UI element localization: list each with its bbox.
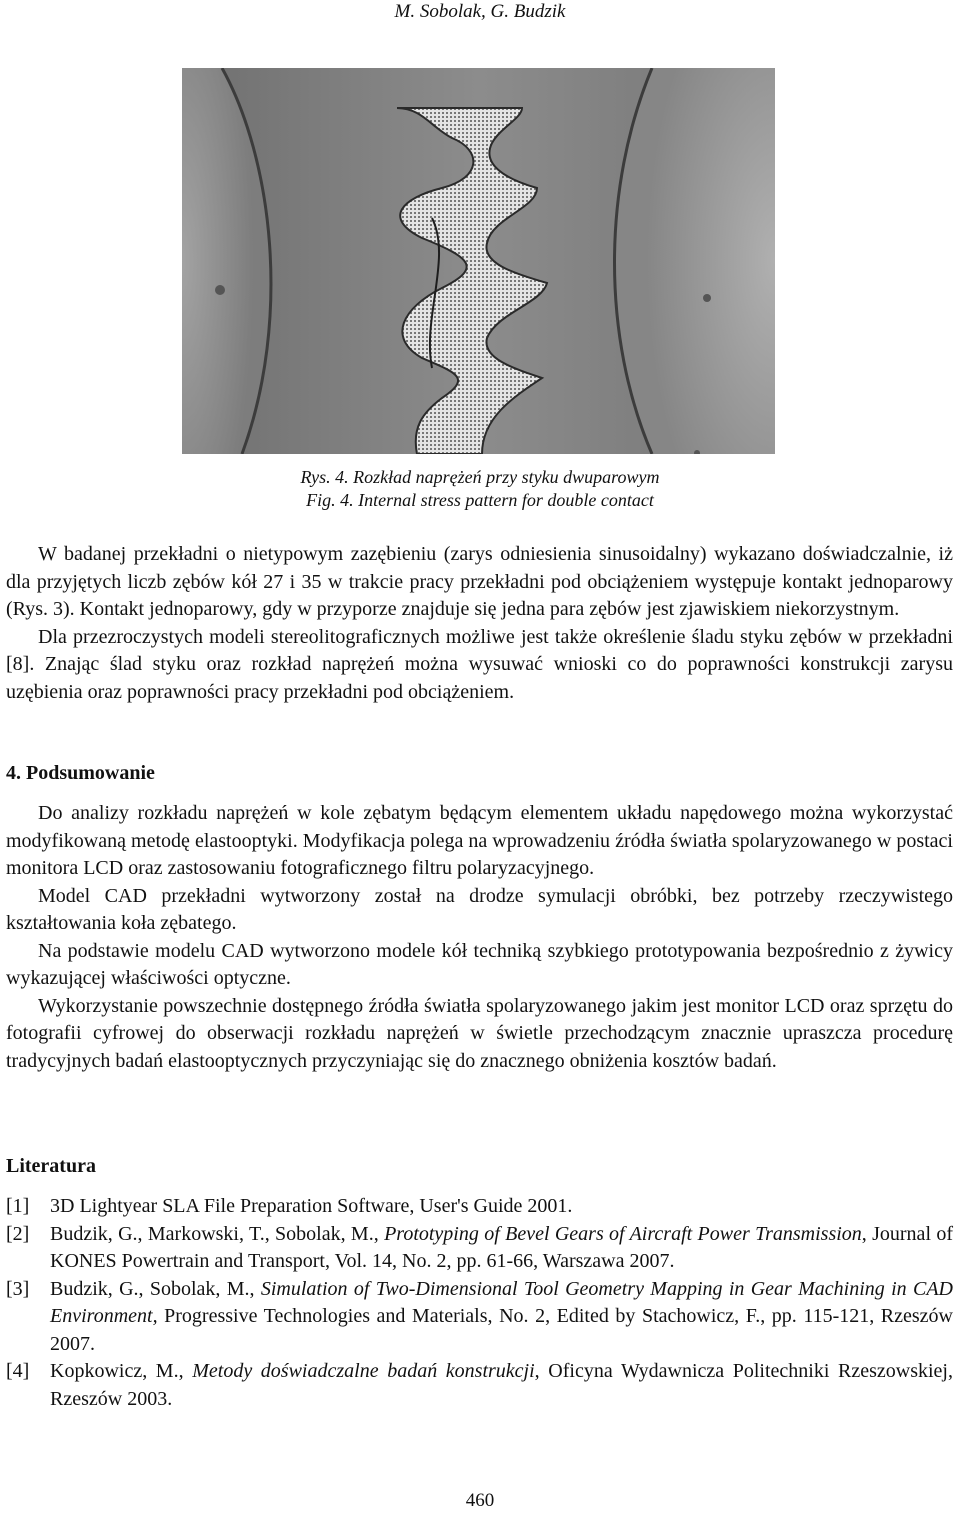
reference-text: Kopkowicz, M., Metody doświadczalne badań konstrukcji, Oficyna Wydawnicza Politechniki Rzeszowskiej, Rzeszów 2003. — [50, 1360, 953, 1410]
paragraph: Na podstawie modelu CAD wytworzono modele kół techniką szybkiego prototypowania bezpośrednio z żywicy wykazującej właściwości optyczne. — [6, 939, 953, 989]
reference-list — [6, 1193, 953, 1413]
reference-text: Budzik, G., Markowski, T., Sobolak, M., Prototyping of Bevel Gears of Aircraft Power Transmission, Journal of KONES Powertrain and Transport, Vol. 14, No. 2, pp. 61-66, Warszawa 2007. — [50, 1222, 953, 1272]
paragraph: Model CAD przekładni wytworzony został na drodze symulacji obróbki, bez potrzeby rzeczywistego kształtowania koła zębatego. — [6, 884, 953, 934]
paragraph: Do analizy rozkładu naprężeń w kole zębatym będącym elementem układu napędowego można wykorzystać modyfikowaną metodę elastooptyki. Modyfikacja polega na wprowadzeniu źródła światła spolaryzowanego w postaci monitora LCD oraz zastosowaniu fotograficznego filtru polaryzacyjnego. — [6, 802, 953, 879]
right-gear-body — [615, 68, 776, 454]
dot-marker — [215, 285, 225, 295]
figure-caption-en: Fig. 4. Internal stress pattern for double contact — [306, 490, 654, 510]
reference-item — [6, 1276, 953, 1359]
dot-marker — [703, 294, 711, 302]
reference-text: 3D Lightyear SLA File Preparation Software, User's Guide 2001. — [50, 1195, 573, 1217]
reference-number: [1] — [6, 1195, 30, 1217]
reference-item — [6, 1193, 953, 1221]
stress-pattern-photo — [182, 68, 775, 454]
reference-number: [2] — [6, 1222, 30, 1245]
paragraph: Wykorzystanie powszechnie dostępnego źródła światła spolaryzowanego jakim jest monitor LCD oraz sprzętu do fotografii cyfrowej do obserwacji rozkładu naprężeń w świetle przechodzącym znacznie upraszcza procedurę tradycyjnych badań elastooptycznych przyczyniając się do znacznego obniżenia kosztów badań. — [6, 994, 953, 1072]
running-header: M. Sobolak, G. Budzik — [394, 1, 566, 22]
section-heading-summary: 4. Podsumowanie — [6, 762, 155, 784]
reference-text: Budzik, G., Sobolak, M., Simulation of Two-Dimensional Tool Geometry Mapping in Gear Machining in CAD Environment, Progressive Technologies and Materials, No. 2, Edited by Stachowicz, F., pp. 115-121, Rzeszów 2007. — [50, 1277, 954, 1355]
paragraph: Dla przezroczystych modeli stereolitograficznych możliwe jest także określenie śladu styku zębów w przekładni [8]. Znając ślad styku oraz rozkład naprężeń można wysuwać wnioski co do poprawności konstrukcji zarysu uzębienia oraz poprawności pracy przekładni pod obciążeniem. — [6, 625, 953, 703]
reference-item — [6, 1221, 953, 1276]
reference-item — [6, 1358, 953, 1413]
page-number: 460 — [465, 1490, 495, 1511]
section-heading-literature: Literatura — [6, 1155, 96, 1177]
reference-number: [3] — [6, 1277, 30, 1300]
figure-caption-pl: Rys. 4. Rozkład naprężeń przy styku dwuparowym — [300, 467, 660, 487]
reference-number: [4] — [6, 1360, 30, 1382]
body-text — [6, 541, 953, 706]
paragraph: W badanej przekładni o nietypowym zazębieniu (zarys odniesienia sinusoidalny) wykazano doświadczalnie, iż dla przyjętych liczb zębów kół 27 i 35 w trakcie pracy przekładni pod obciążeniem występuje kontakt jednoparowy (Rys. 3). Kontakt jednoparowy, gdy w przyporze znajduje się jedna para zębów jest zjawiskiem niekorzystnym. — [6, 543, 953, 620]
summary-text — [6, 800, 953, 1075]
